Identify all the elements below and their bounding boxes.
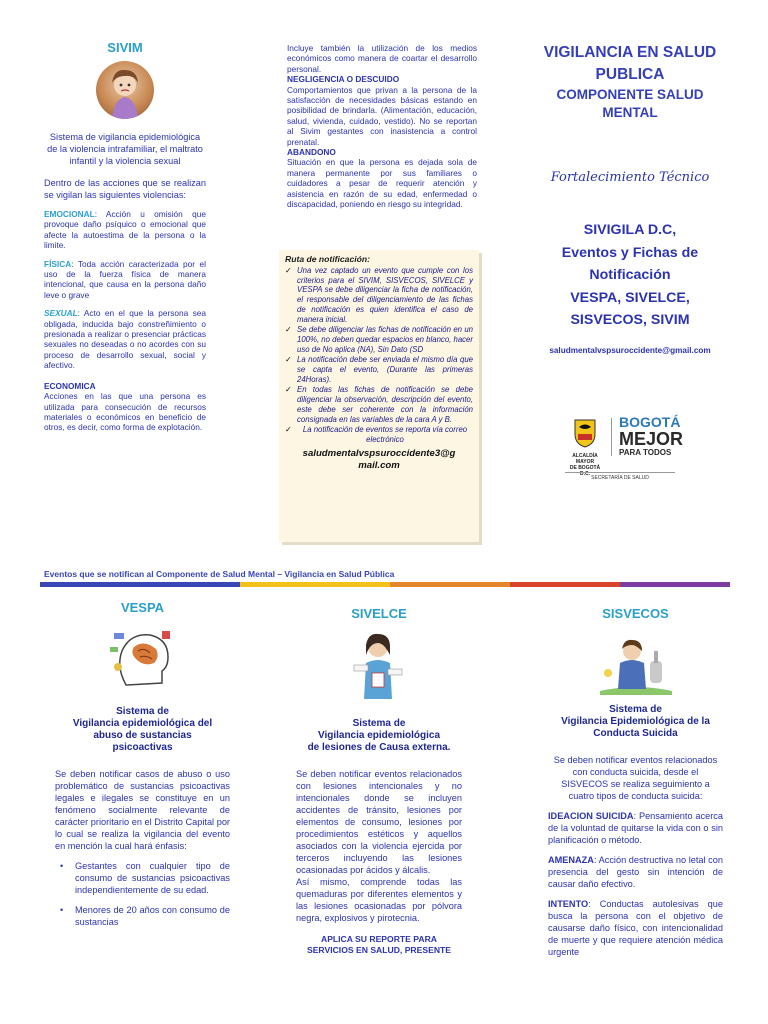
cover-sivigila-line2: Eventos y Fichas de (561, 244, 699, 261)
crying-child-icon (96, 61, 154, 119)
sivim-emocional (44, 209, 206, 251)
ideacion-text: : Pensamiento acerca de la voluntad de quitarse la vida con o sin planificación o método. (548, 811, 723, 845)
sivelce-cta-line2: SERVICIOS EN SALUD, PRESENTE (306, 945, 452, 955)
band-segment (620, 582, 730, 587)
vespa-illustration (55, 627, 230, 696)
cover-sivigila-line1: SIVIGILA D.C, (583, 222, 677, 238)
band-title: Eventos que se notifican al Componente de Salud Mental – Vigilancia en Salud Pública (44, 569, 395, 579)
sisvecos-sub3: Conducta Suicida (593, 728, 678, 739)
sivelce-body2: Así mismo, comprende todas las quemaduras por diferentes elementos y las lesiones ocasionadas por pólvora negra, explosivos y pirotecnia. (296, 877, 462, 923)
sivelce-column (296, 606, 462, 956)
cover-title-line3: COMPONENTE SALUD (556, 87, 704, 102)
negligencia-label: NEGLIGENCIA O DESCUIDO (287, 74, 400, 85)
vespa-title: VESPA (120, 600, 165, 615)
sisvecos-intro: Se deben notificar eventos relacionados con conducta suicida, desde el SISVECOS se realiza seguimiento a cuatro tipos de conducta suicida: (553, 755, 718, 801)
route-email[interactable] (285, 448, 473, 472)
secretaria-text: SECRETARÍA DE SALUD (565, 472, 675, 481)
sivelce-illustration (296, 629, 462, 706)
sisvecos-title: SISVECOS (602, 606, 669, 621)
sivelce-cta-line1: APLICA SU REPORTE PARA (320, 934, 438, 944)
vespa-sub1: Sistema de (116, 706, 169, 717)
vespa-sub4: psicoactivas (112, 742, 173, 753)
vespa-list-item: • Gestantes con cualquier tipo de consumo de sustancias psicoactivas independientemente de su edad. (55, 860, 230, 896)
cover-title-line2: PUBLICA (595, 66, 665, 83)
sivelce-sub2: Vigilancia epidemiológica (317, 730, 441, 741)
fisica-label: FÍSICA (44, 258, 72, 269)
para-todos-word: PARA TODOS (619, 448, 672, 457)
amenaza-text: : Acción destructiva no letal con presencia del gesto sin intención de causar daño efectivo. (548, 855, 723, 889)
route-item: ✓ Se debe diligenciar las fichas de notificación en un 100%, no deben quedar espacios en blanco, hacer uso de No aplica (NA), Sin Dato (SD (285, 325, 473, 354)
sivelce-title: SIVELCE (351, 606, 407, 621)
notification-route-box (279, 250, 479, 542)
vespa-list-item: • Menores de 20 años con consumo de sustancias (55, 904, 230, 928)
sivim-intro: Sistema de vigilancia epidemiológica de la violencia intrafamiliar, el maltrato infantil y la violencia sexual (47, 132, 203, 166)
coat-of-arms-icon (573, 418, 597, 448)
mejor-word: MEJOR (619, 429, 684, 449)
route-list (285, 266, 473, 445)
cover-sivigila-line4: VESPA, SIVELCE, (570, 289, 690, 306)
band-segment (390, 582, 510, 587)
alcaldia-line2: DE BOGOTÁ D.C. (569, 465, 601, 477)
sivim-lead: Dentro de las acciones que se realizan se vigilan las siguientes violencias: (44, 178, 206, 200)
brain-head-icon (108, 627, 178, 691)
sivim-column (44, 40, 206, 441)
route-item: ✓ La notificación de eventos se reporta vía correo electrónico (285, 425, 473, 444)
sivelce-body1: Se deben notificar eventos relacionados con lesiones intencionales y no intencionales donde se incluyen accidentes de tránsito, lesiones por elementos de consumo, lesiones por procedimientos estéticos y aquellos asociados con la violencia ejercida por terceros incluyendo las lesiones ocasionadas por ácidos y álcalis. (296, 769, 462, 875)
vespa-column (55, 600, 230, 936)
economic-intro: Incluye también la utilización de los medios económicos como manera de coartar el desarrollo personal. (287, 43, 477, 74)
route-email-part2: mail.com (358, 459, 400, 471)
cover-email[interactable]: saludmentalvspsuroccidente@gmail.com (549, 345, 711, 355)
intento-label: INTENTO (548, 899, 589, 909)
sisvecos-ideacion (548, 810, 723, 846)
band-segment (40, 582, 240, 587)
route-item: ✓ La notificación debe ser enviada el mismo día que se capta el evento, (Durante las primeras 24Horas). (285, 355, 473, 384)
vespa-list (55, 860, 230, 928)
cover-sivigila-line3: Notificación (589, 267, 671, 283)
abandono-text: Situación en que la persona es dejada sola de manera permanente por sus familiares o cuidadores a pesar de requerir atención y asistencia en razón de su edad, enfermedad o discapacidad, poniendo en riesgo su integridad. (287, 157, 477, 210)
vespa-sub3: abuso de sustancias (93, 730, 192, 741)
sivim-title: SIVIM (107, 40, 143, 55)
intento-text: : Conductas autolesivas que busca la persona con el objetivo de causarse daño físico, con intencionalidad de muerte y que requiere atención médica urgente (548, 899, 723, 957)
logo-block (565, 412, 715, 487)
economica-text: Acciones en las que una persona es utilizada para consecución de recursos materiales o económicos en beneficio de otros, es decir, como forma de explotación. (44, 391, 206, 433)
band-segment (510, 582, 620, 587)
sisvecos-intento (548, 898, 723, 958)
cover-script-subtitle: Fortalecimiento Técnico (550, 170, 710, 185)
cover-title-line1: VIGILANCIA EN SALUD (543, 44, 717, 61)
cover-column (530, 42, 730, 355)
route-email-part1: saludmentalvspsuroccidente3@g (302, 447, 456, 459)
violence-types-column (287, 43, 477, 210)
route-item: ✓ En todas las fichas de notificación se debe diligenciar la observación, descripción del evento, este debe ser coherente con la información consignada en las variables de la cara A y B. (285, 385, 473, 424)
sivim-economica (44, 381, 206, 433)
logo-divider (611, 418, 612, 456)
emocional-label: EMOCIONAL (44, 209, 95, 219)
emocional-text: : Acción u omisión que provoque daño psíquico o emocional que afecte la autoestima de la persona o la limite. (44, 209, 206, 251)
injured-child-icon (344, 629, 414, 701)
route-title: Ruta de notificación: (285, 254, 370, 264)
sivim-fisica (44, 259, 206, 301)
sivim-illustration (96, 61, 154, 119)
bogota-word: BOGOTÁ (619, 414, 681, 430)
sisvecos-amenaza (548, 854, 723, 890)
sivim-sexual (44, 308, 206, 370)
alcaldia-line1: ALCALDÍA MAYOR (572, 453, 598, 465)
vespa-body: Se deben notificar casos de abuso o uso problemático de sustancias psicoactivas legales e ilegales se constituye en un fenómeno socialmente relevante de carácter prioritario en el Distrito Capital por lo cual se realiza la vigilancia del evento en mención la cual hará énfasis: (55, 769, 230, 851)
abandono-label: ABANDONO (287, 147, 336, 158)
sivelce-sub1: Sistema de (352, 718, 406, 729)
bogota-mejor-logo (619, 414, 715, 458)
cover-sivigila-line5: SISVECOS, SIVIM (570, 312, 690, 328)
amenaza-label: AMENAZA (548, 855, 594, 865)
negligencia-text: Comportamientos que privan a la persona de la satisfacción de necesidades básicas estando en posibilidad de brindarla. (Alimentación, educación, salud, vivienda, cuidado, vestido). No se reportan al Sivim gestantes con inasistencia a control prenatal. (287, 84, 477, 147)
economica-label: ECONOMICA (44, 380, 96, 391)
sisvecos-column (548, 606, 723, 966)
sexual-label: SEXUAL (44, 308, 78, 319)
color-band (40, 582, 730, 587)
sisvecos-sub2: Vigilancia Epidemiológica de la (561, 716, 710, 727)
ideacion-label: IDEACION SUICIDA (548, 811, 634, 821)
vespa-sub2: Vigilancia epidemiológica del (72, 718, 213, 729)
alcaldia-logo (565, 418, 605, 477)
sisvecos-sub1: Sistema de (609, 704, 662, 715)
sisvecos-illustration (548, 629, 723, 700)
route-item: ✓ Una vez captado un evento que cumple con los criterios para el SIVIM, SISVECOS, SIVELCE y VESPA se debe diligenciar la ficha de notificación, el responsable del diligenciamiento de las fichas de notificación es quien identifica el caso de manera inicial. (285, 266, 473, 324)
cover-title-line4: MENTAL (602, 105, 658, 120)
fisica-text: : Toda acción caracterizada por el uso de la fuerza física de manera intencional, que causa en la persona daño leve o grave (44, 258, 206, 300)
band-segment (240, 582, 390, 587)
sexual-text: : Acto en el que la persona sea obligada, inducida bajo constreñimiento o presionada a realizar o presenciar prácticas sexuales no deseadas o no acordes con su proceso de desarrollo sexual, social y afectivo. (44, 308, 206, 371)
sivelce-sub3: de lesiones de Causa externa. (307, 742, 451, 753)
sad-person-icon (596, 629, 676, 695)
